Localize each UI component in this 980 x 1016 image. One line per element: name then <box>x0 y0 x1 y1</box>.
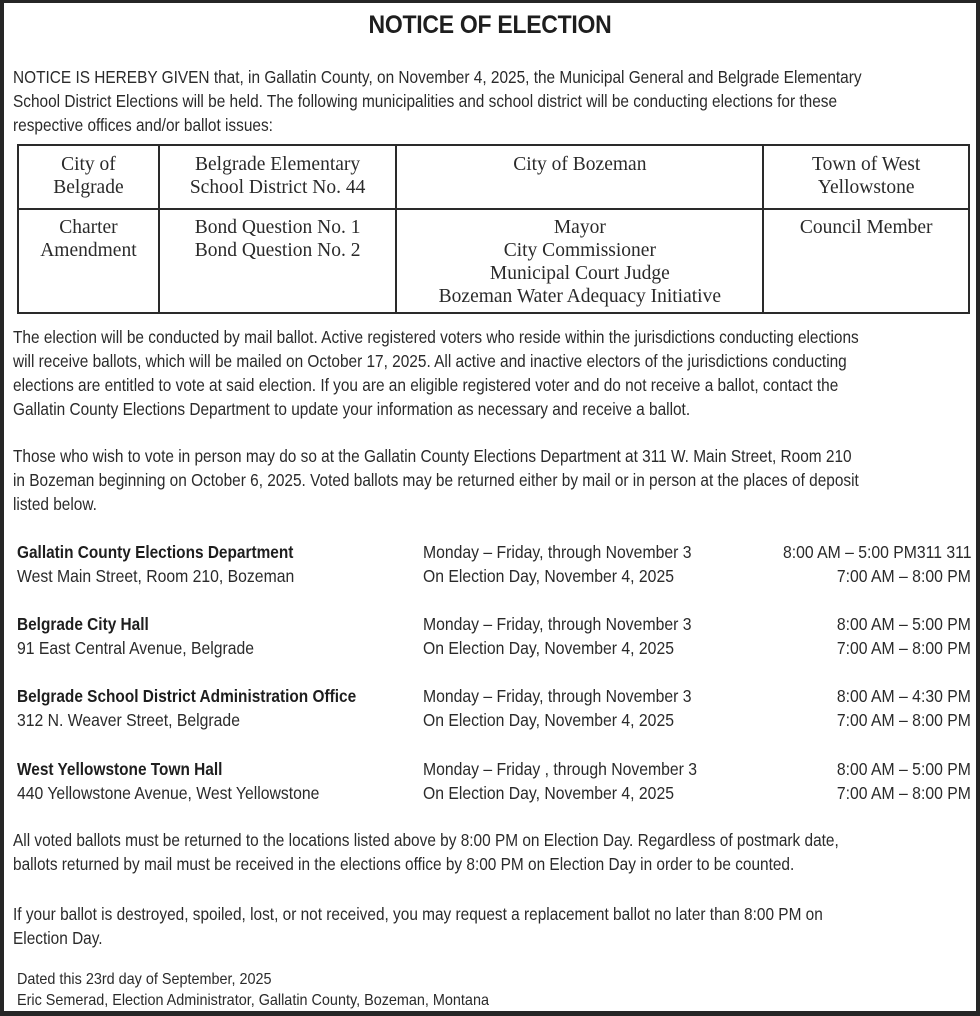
offices-body-row <box>18 209 969 313</box>
location-address: 440 Yellowstone Avenue, West Yellowstone <box>17 783 320 803</box>
paragraph-line: Gallatin County Elections Department to update your information as necessary and receive a ballot. <box>13 399 691 419</box>
location-period-weekday: Monday – Friday, through November 3 <box>423 542 692 562</box>
cell-bozeman-offices <box>396 209 763 313</box>
cell-west-yellowstone-offices <box>763 209 969 313</box>
paragraph-line: listed below. <box>13 494 97 514</box>
location-hours-weekday: 8:00 AM – 5:00 PM <box>837 759 971 779</box>
location-name: Gallatin County Elections Department <box>17 542 294 562</box>
paragraph-line: All voted ballots must be returned to the locations listed above by 8:00 PM on Election Day. Regardless of postmark date, <box>13 830 839 850</box>
location-address: West Main Street, Room 210, Bozeman <box>17 566 295 586</box>
location-address: 312 N. Weaver Street, Belgrade <box>17 710 240 730</box>
office-line: Charter <box>59 217 118 238</box>
header-city-of-belgrade <box>18 145 159 209</box>
location-hours-weekday: 8:00 AM – 5:00 PM <box>837 614 971 634</box>
paragraph-line: in Bozeman beginning on October 6, 2025. Voted ballots may be returned either by mail or in person at the places of deposit <box>13 470 859 490</box>
location-west-yellowstone-town-hall <box>13 757 971 805</box>
location-gallatin-elections-dept <box>13 540 971 588</box>
signer-line: Eric Semerad, Election Administrator, Gallatin County, Bozeman, Montana <box>17 992 489 1009</box>
paragraph-line: If your ballot is destroyed, spoiled, lost, or not received, you may request a replacement ballot no later than 8:00 PM on <box>13 904 823 924</box>
location-hours-election-day: 7:00 AM – 8:00 PM <box>837 566 971 586</box>
location-hours-weekday: 8:00 AM – 4:30 PM <box>837 686 971 706</box>
location-name: Belgrade School District Administration Office <box>17 686 357 706</box>
header-line: School District No. 44 <box>189 177 366 198</box>
paragraph-line: ballots returned by mail must be received in the elections office by 8:00 PM on Election Day in order to be counted. <box>13 854 795 874</box>
header-line: City of <box>61 154 116 175</box>
paragraph-line: Those who wish to vote in person may do so at the Gallatin County Elections Department at 311 W. Main Street, Room 210 <box>13 446 852 466</box>
location-name: Belgrade City Hall <box>17 614 149 634</box>
intro-line: respective offices and/or ballot issues: <box>13 115 273 135</box>
office-line: City Commissioner <box>503 240 656 261</box>
header-line: Town of West <box>812 154 921 175</box>
header-town-of-west-yellowstone <box>763 145 969 209</box>
intro-paragraph <box>13 65 928 137</box>
office-line: Bozeman Water Adequacy Initiative <box>438 286 721 307</box>
header-line: Belgrade Elementary <box>195 154 361 175</box>
location-belgrade-school-admin <box>13 684 971 732</box>
office-line: Amendment <box>40 240 137 261</box>
header-line: Yellowstone <box>817 177 915 198</box>
intro-line: NOTICE IS HEREBY GIVEN that, in Gallatin County, on November 4, 2025, the Municipal General and Belgrade Elementary <box>13 67 862 87</box>
replacement-paragraph <box>13 902 928 950</box>
location-period-election-day: On Election Day, November 4, 2025 <box>423 638 674 658</box>
mail-ballot-paragraph <box>13 325 928 421</box>
dated-line: Dated this 23rd day of September, 2025 <box>17 971 272 988</box>
header-line: City of Bozeman <box>513 154 647 175</box>
location-period-election-day: On Election Day, November 4, 2025 <box>423 710 674 730</box>
intro-line: School District Elections will be held. The following municipalities and school district will be conducting elections for these <box>13 91 838 111</box>
office-line: Mayor <box>553 217 606 238</box>
office-line: Bond Question No. 2 <box>194 240 361 261</box>
paragraph-line: Election Day. <box>13 928 103 948</box>
header-belgrade-school-district <box>159 145 396 209</box>
offices-header-row <box>18 145 969 209</box>
paragraph-line: elections are entitled to vote at said election. If you are an eligible registered voter and do not receive a ballot, contact the <box>13 375 839 395</box>
cell-belgrade-offices <box>18 209 159 313</box>
deadline-paragraph <box>13 828 928 876</box>
header-line: Belgrade <box>53 177 124 198</box>
in-person-paragraph <box>13 444 928 516</box>
location-period-weekday: Monday – Friday, through November 3 <box>423 614 692 634</box>
office-line: Bond Question No. 1 <box>194 217 361 238</box>
notice-title: NOTICE OF ELECTION <box>368 11 612 39</box>
offices-table <box>17 144 970 314</box>
location-belgrade-city-hall <box>13 612 971 660</box>
office-line: Council Member <box>799 217 933 238</box>
location-period-weekday: Monday – Friday, through November 3 <box>423 686 692 706</box>
location-hours-election-day: 7:00 AM – 8:00 PM <box>837 710 971 730</box>
location-hours-weekday: 8:00 AM – 5:00 PM311 311 <box>782 542 971 562</box>
location-hours-election-day: 7:00 AM – 8:00 PM <box>837 783 971 803</box>
location-name: West Yellowstone Town Hall <box>17 759 223 779</box>
paragraph-line: The election will be conducted by mail ballot. Active registered voters who reside within the jurisdictions conducting elections <box>13 327 859 347</box>
cell-school-district-offices <box>159 209 396 313</box>
location-address: 91 East Central Avenue, Belgrade <box>17 638 255 658</box>
location-hours-election-day: 7:00 AM – 8:00 PM <box>837 638 971 658</box>
office-line: Municipal Court Judge <box>489 263 670 284</box>
signature-block <box>17 969 489 1011</box>
header-city-of-bozeman <box>396 145 763 209</box>
paragraph-line: will receive ballots, which will be mailed on October 17, 2025. All active and inactive electors of the jurisdictions conducting <box>13 351 847 371</box>
location-period-election-day: On Election Day, November 4, 2025 <box>423 783 674 803</box>
location-period-election-day: On Election Day, November 4, 2025 <box>423 566 674 586</box>
location-period-weekday: Monday – Friday , through November 3 <box>423 759 698 779</box>
